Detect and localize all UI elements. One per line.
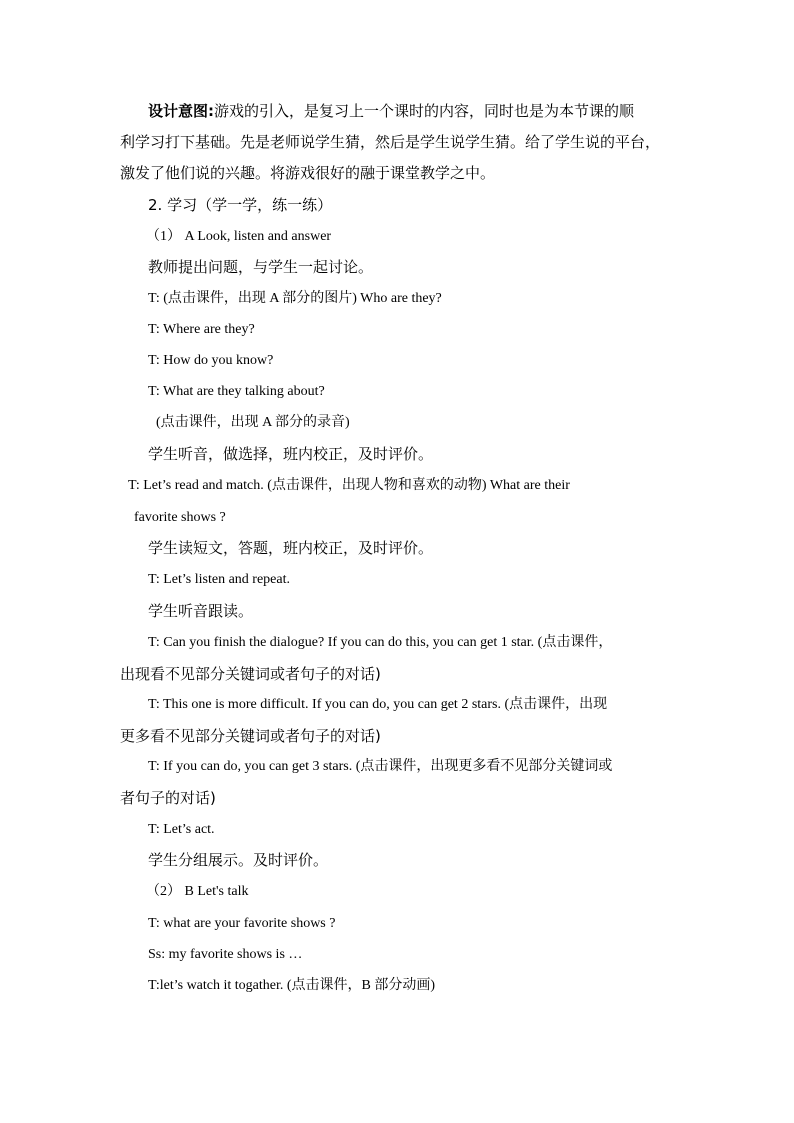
listen-choose-line: 学生听音，做选择，班内校正，及时评价。 [148,445,434,463]
design-intent-text-1: 游戏的引入，是复习上一个课时的内容，同时也是为本节课的顺 [214,102,635,120]
finish-dialogue-line-1: T: Can you finish the dialogue? If you can do this, you can get 1 star. (点击课件， [148,635,613,650]
group-show-line: 学生分组展示。及时评价。 [148,851,329,869]
design-intent-line-3: 激发了他们说的兴趣。将游戏很好的融于课堂教学之中。 [120,164,496,182]
read-match-line: T: Let’s read and match. (点击课件，出现人物和喜欢的动物) What are their [128,478,570,493]
click-audio-line: (点击课件，出现 A 部分的录音) [156,415,350,430]
students-answer-line: Ss: my favorite shows is … [148,947,303,962]
favorite-shows-line: favorite shows ? [134,510,226,525]
part-2-heading: （2） B Let's talk [146,884,249,899]
where-are-they-line: T: Where are they? [148,322,255,337]
watch-together-line: T:let’s watch it togather. (点击课件，B 部分动画) [148,978,436,993]
teacher-question-line: 教师提出问题，与学生一起讨论。 [148,258,374,276]
section-2-heading: 2. 学习（学一学，练一练） [148,196,333,214]
follow-reading-line: 学生听音跟读。 [148,602,254,620]
who-are-they-line: T: (点击课件，出现 A 部分的图片) Who are they? [148,291,442,306]
more-difficult-line-1: T: This one is more difficult. If you can do, you can get 2 stars. (点击课件，出现 [148,697,608,712]
part-1-heading: （1） A Look, listen and answer [146,229,332,244]
more-difficult-line-2: 更多看不见部分关键词或者句子的对话) [120,727,381,745]
three-stars-line-1: T: If you can do, you can get 3 stars. (点击课件，出现更多看不见部分关键词或 [148,759,613,774]
design-intent-line-1 [148,101,634,121]
design-intent-label: 设计意图: [148,102,214,120]
design-intent-line-2: 利学习打下基础。先是老师说学生猜，然后是学生说学生猜。给了学生说的平台， [120,133,661,151]
what-talking-about-line: T: What are they talking about? [148,384,325,399]
three-stars-line-2: 者句子的对话) [120,789,216,807]
favorite-shows-question-line: T: what are your favorite shows ? [148,916,336,931]
finish-dialogue-line-2: 出现看不见部分关键词或者句子的对话) [120,665,381,683]
lets-act-line: T: Let’s act. [148,822,215,837]
listen-repeat-line: T: Let’s listen and repeat. [148,572,290,587]
how-do-you-know-line: T: How do you know? [148,353,274,368]
read-passage-line: 学生读短文，答题，班内校正，及时评价。 [148,539,434,557]
